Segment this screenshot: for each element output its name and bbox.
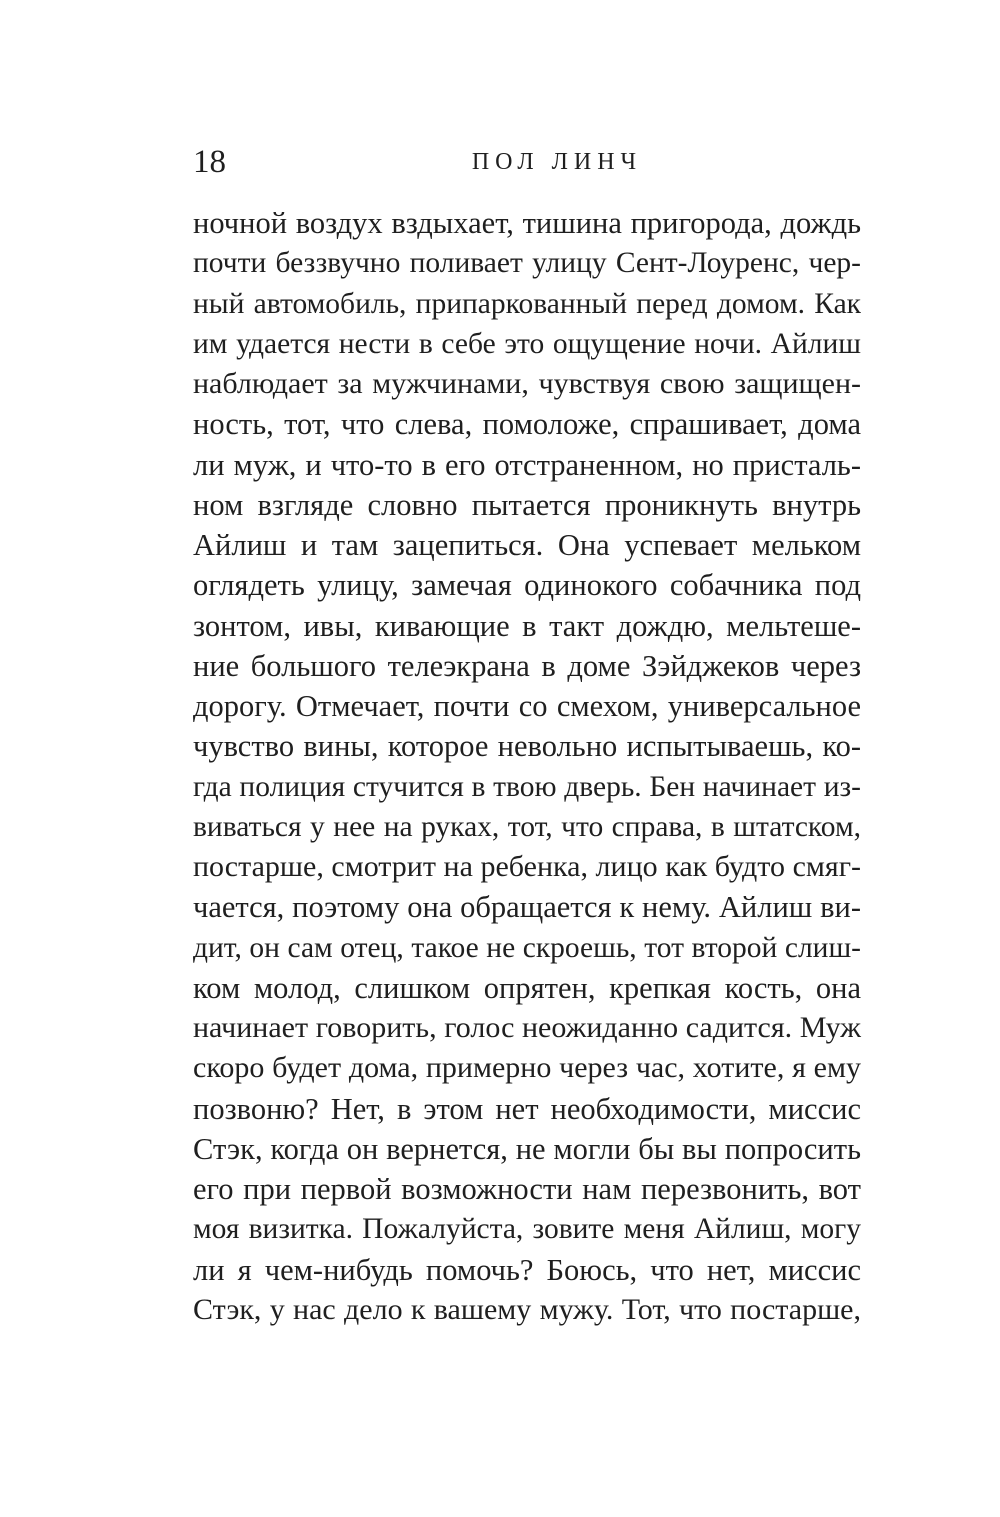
text-line: позвоню? Нет, в этом нет необходимости, миссис [193,1091,861,1126]
text-line: ночной воздух вздыхает, тишина пригорода, дождь [193,206,861,240]
text-line: наблюдает за мужчинами, чувствуя свою защищен- [193,367,861,400]
body-paragraph [193,203,861,1330]
text-line: моя визитка. Пожалуйста, зовите меня Айлиш, могу [193,1213,861,1246]
text-line: дорогу. Отмечает, почти со смехом, универсальное [193,689,861,723]
text-line: ком молод, слишком опрятен, крепкая кость, она [193,970,861,1005]
text-line: скоро будет дома, примерно через час, хотите, я ему [193,1051,861,1085]
text-line: дит, он сам отец, такое не скроешь, тот второй слиш- [193,931,861,964]
text-line: им удается нести в себе это ощущение ночи. Айлиш [193,327,861,360]
text-line: ный автомобиль, припаркованный перед домом. Как [193,287,861,320]
text-line: чувство вины, которое невольно испытываешь, ко- [193,729,861,764]
running-head [193,138,861,186]
text-line: чается, поэтому она обращается к нему. Айлиш ви- [193,890,861,925]
text-line: ли я чем-нибудь помочь? Боюсь, что нет, миссис [193,1252,861,1287]
text-line: Стэк, когда он вернется, не могли бы вы попросить [193,1131,861,1166]
text-line: постарше, смотрит на ребенка, лицо как будто смяг- [193,850,861,883]
text-line: зонтом, ивы, кивающие в такт дождю, мельтеше- [193,608,861,643]
text-line: Стэк, у нас дело к вашему мужу. Тот, что постарше, [193,1292,861,1326]
text-line: гда полиция стучится в твою дверь. Бен начинает из- [193,770,861,803]
running-title: ПОЛ ЛИНЧ [471,149,643,175]
text-line: ном взгляде словно пытается проникнуть внутрь [193,487,861,522]
text-line: ность, тот, что слева, помоложе, спрашивает, дома [193,407,861,442]
text-line: ли муж, и что-то в его отстраненном, но присталь- [193,447,861,482]
page-number: 18 [193,144,226,180]
text-line: начинает говорить, голос неожиданно садится. Муж [193,1011,861,1044]
text-line: ние большого телеэкрана в доме Зэйджеков через [193,648,861,683]
text-line: почти беззвучно поливает улицу Сент-Лоуренс, чер- [193,247,861,280]
text-line: оглядеть улицу, замечая одинокого собачника под [193,568,861,603]
text-line: его при первой возможности нам перезвонить, вот [193,1172,861,1206]
text-line: виваться у нее на руках, тот, что справа, в штатском, [193,810,861,843]
text-line: Айлиш и там зацепиться. Она успевает мельком [193,528,861,562]
